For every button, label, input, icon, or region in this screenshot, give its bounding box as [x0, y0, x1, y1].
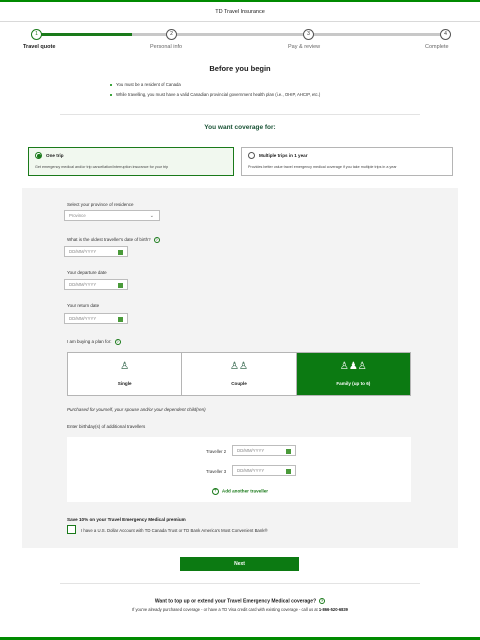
step-4-label: Complete: [425, 44, 449, 50]
progress-fill: [36, 33, 132, 36]
coverage-title: You want coverage for:: [204, 124, 276, 131]
step-3-label: Pay & review: [288, 44, 321, 50]
plan-label-single: Single: [117, 381, 132, 386]
traveller-2-dob-input[interactable]: [232, 445, 296, 456]
page-title: Before you begin: [209, 64, 271, 73]
step-1-label: Travel quote: [23, 44, 56, 50]
header-title: TD Travel Insurance: [215, 9, 265, 15]
help-icon[interactable]: ?: [155, 237, 158, 242]
province-select[interactable]: [64, 210, 160, 221]
family-icon: ♙♟♙: [339, 361, 367, 372]
plan-couple[interactable]: [182, 353, 296, 395]
plan-label-text: I am buying a plan for:: [67, 339, 112, 345]
plan-label-couple: Couple: [231, 381, 247, 386]
option-title: Multiple trips in 1 year: [259, 153, 308, 158]
help-icon[interactable]: ?: [116, 339, 119, 344]
step-1-circle: 1: [31, 29, 42, 40]
option-desc: Get emergency medical and/or trip cancellation/interruption insurance for your trip: [35, 165, 169, 169]
calendar-icon[interactable]: [118, 283, 123, 288]
date-placeholder: DD/MM/YYYY: [69, 249, 97, 254]
date-placeholder: DD/MM/YYYY: [69, 282, 97, 287]
option-desc: Provides better value travel emergency medical coverage if you take multiple trips in a year: [248, 165, 397, 169]
requirement-item: You must be a resident of Canada: [110, 80, 320, 90]
discount-title: Save 10% on your Travel Emergency Medical premium: [67, 517, 186, 522]
plan-selector: [67, 352, 411, 396]
add-traveller-button[interactable]: [0, 488, 480, 495]
multi-trip-option[interactable]: [241, 147, 453, 176]
footer-title-text: Want to top up or extend your Travel Emergency Medical coverage?: [154, 598, 317, 605]
footer-divider: [60, 583, 420, 584]
traveller-3-label: Traveller 3: [206, 469, 227, 474]
departure-label: Your departure date: [67, 270, 107, 275]
radio-selected-icon[interactable]: [35, 152, 42, 159]
help-icon[interactable]: ?: [320, 598, 324, 603]
couple-icon: ♙♙: [230, 361, 248, 372]
province-value: Province: [69, 213, 86, 218]
page-header: [0, 2, 480, 22]
date-placeholder: DD/MM/YYYY: [69, 316, 97, 321]
calendar-icon[interactable]: [118, 250, 123, 255]
calendar-icon[interactable]: [286, 469, 291, 474]
section-divider: [60, 114, 420, 115]
calendar-icon[interactable]: [286, 449, 291, 454]
province-label: Select your province of residence: [67, 202, 134, 207]
traveller-2-label: Traveller 2: [206, 449, 227, 454]
phone-number[interactable]: 1-866-520-6839: [318, 607, 348, 612]
departure-date-input[interactable]: [64, 279, 128, 290]
us-account-label: I have a U.S. Dollar Account with TD Canada Trust or TD Bank America's Most Convenient Bank®: [81, 528, 268, 533]
footer-text-body: If you've already purchased coverage - or have a TD Visa credit card with existing coverage - call us at: [132, 607, 318, 612]
one-trip-option[interactable]: [28, 147, 234, 176]
single-person-icon: ♙: [120, 361, 130, 372]
radio-unselected-icon[interactable]: [248, 152, 255, 159]
step-2-label: Personal info: [150, 44, 183, 50]
plan-label-family: Family (up to 6): [336, 381, 371, 386]
dob-label: [67, 237, 160, 243]
return-label: Your return date: [67, 303, 100, 308]
next-button[interactable]: Next: [180, 557, 299, 571]
birthdays-label: Enter birthday(s) of additional travellers: [67, 424, 146, 429]
plan-single[interactable]: [68, 353, 182, 395]
plan-note: Purchased for yourself, your spouse and/or your dependent child(ren): [67, 407, 206, 412]
plan-label: [67, 339, 121, 345]
chevron-down-icon: ⌄: [149, 213, 154, 219]
requirements-list: [110, 80, 320, 100]
plus-circle-icon: +: [213, 488, 218, 494]
plan-family[interactable]: [297, 353, 410, 395]
footer-title: [0, 598, 480, 604]
return-date-input[interactable]: [64, 313, 128, 324]
requirement-item: While travelling, you must have a valid Canadian provincial government health plan (i.e., OHIP, AHCIP, etc.): [110, 90, 320, 100]
dob-input[interactable]: [64, 246, 128, 257]
add-traveller-label: Add another traveller: [221, 488, 269, 494]
date-placeholder: DD/MM/YYYY: [237, 468, 265, 473]
traveller-3-dob-input[interactable]: [232, 465, 296, 476]
us-account-checkbox[interactable]: [67, 525, 76, 534]
step-2-circle: 2: [166, 29, 177, 40]
dob-label-text: What is the oldest traveller's date of birth?: [67, 237, 151, 243]
option-title: One trip: [46, 153, 64, 158]
step-4-circle: 4: [440, 29, 451, 40]
step-3-circle: 3: [303, 29, 314, 40]
date-placeholder: DD/MM/YYYY: [237, 448, 265, 453]
footer-text: [0, 607, 480, 612]
calendar-icon[interactable]: [118, 317, 123, 322]
